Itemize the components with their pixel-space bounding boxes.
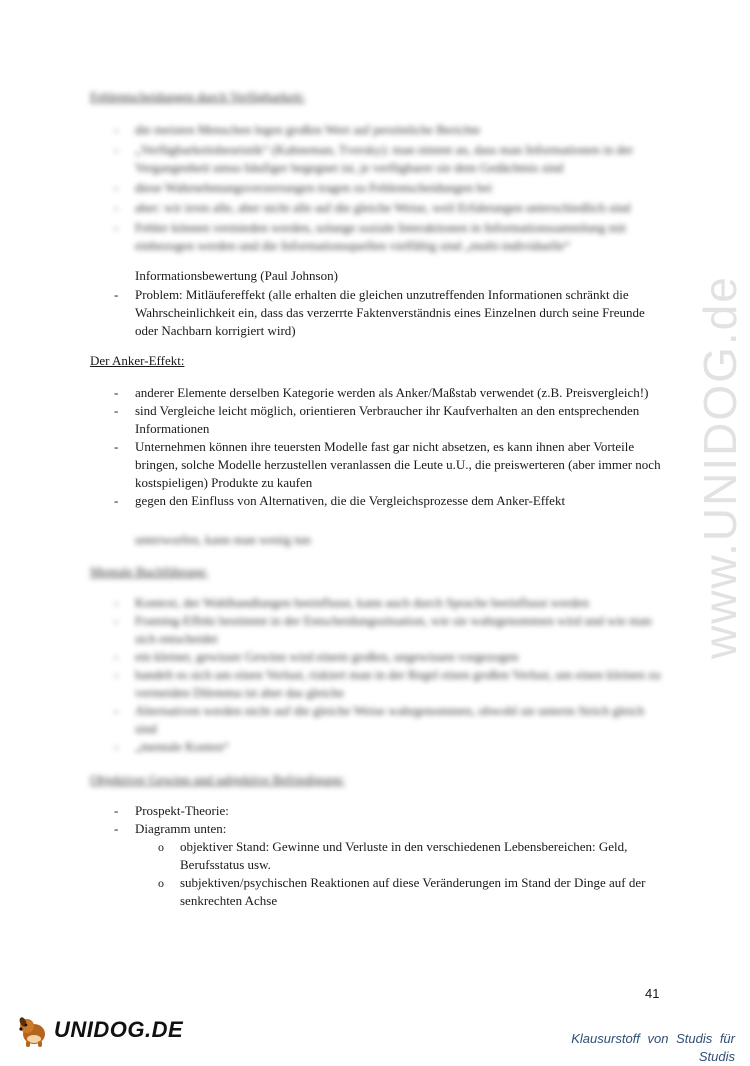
list-verfuegbarkeit-cont	[114, 286, 662, 340]
list-item-text: Diagramm unten:	[135, 821, 227, 836]
section-heading-verfuegbarkeit: Fehlentscheidungen durch Verfügbarkeit:	[90, 89, 305, 104]
section-heading-objektiver-gewinn: Objektiver Gewinn und subjektive Befriedigung:	[90, 772, 345, 787]
list-item: - Prospekt-Theorie:	[114, 802, 662, 820]
list-verfuegbarkeit	[114, 121, 662, 255]
page-number: 41	[645, 986, 660, 1001]
list-item: - sind Vergleiche leicht möglich, orientieren Verbraucher ihr Kaufverhalten an den entsprechenden Informationen	[114, 402, 662, 438]
logo-text: UNIDOG.DE	[54, 1017, 184, 1042]
list-item: - aber: wir irren alle, aber nicht alle auf die gleiche Weise, weil Erfahrungen unterschiedlich sind	[114, 199, 662, 217]
list-item: - Unternehmen können ihre teuersten Modelle fast gar nicht absetzen, es kann ihnen aber Vorteile bringen, solche Modelle herzustellen veranlassen die Leute u.U., die preiswerteren (aber immer noch kostspieligen) Produkte zu kaufen	[114, 438, 662, 492]
watermark-text: www.UNIDOG.de	[694, 275, 746, 659]
dog-icon	[14, 1012, 50, 1048]
list-item: - anderer Elemente derselben Kategorie werden als Anker/Maßstab verwendet (z.B. Preisvergleich!)	[114, 384, 662, 402]
list-item: - „Verfügbarkeitsheuristik“ (Kahneman, Tversky): man nimmt an, dass man Informationen in der Vergangenheit umso häufiger begegnet ist, je verfügbarer sie dem Gedächtnis sind	[114, 141, 662, 177]
list-item: - diese Wahrnehmungsverzerrungen tragen zu Fehlentscheidungen bei	[114, 179, 662, 197]
sublist-diagramm	[135, 838, 662, 910]
list-item: - ein kleiner, gewisser Gewinn wird einem großen, ungewissen vorgezogen	[114, 648, 662, 666]
list-item: - handelt es sich um einen Verlust, riskiert man in der Regel einen großen Verlust, um einen kleinen zu vermeiden Dilemma ist aber das gleiche	[114, 666, 662, 702]
section-heading-mentale-buchfuehrung: Mentale Buchführung:	[90, 564, 209, 579]
sublist-item: o subjektiven/psychischen Reaktionen auf diese Veränderungen im Stand der Dinge auf der senkrechten Achse	[158, 874, 662, 910]
list-item	[114, 820, 662, 910]
list-item: - Problem: Mitläufereffekt (alle erhalten die gleichen unzutreffenden Informationen schränkt die Wahrscheinlichkeit ein, dass das verzerrte Faktenverständnis eines Einzelnen durch seine Freunde oder Nachbarn korrigiert wird)	[114, 286, 662, 340]
list-item-continuation: Informationsbewertung (Paul Johnson)	[135, 268, 338, 283]
list-item: - Fehler können vermieden werden, solange soziale Interaktionen in Informationssammlung mit einbezogen werden und die Informationsquellen vielfältig sind „multi-individuelle“	[114, 219, 662, 255]
footer-logo	[14, 1012, 183, 1048]
sublist-item: o objektiver Stand: Gewinne und Verluste in den verschiedenen Lebensbereichen: Geld, Berufsstatus usw.	[158, 838, 662, 874]
list-item: - Kontext, der Wahlhandlungen beeinflusst, kann auch durch Sprache beeinflusst werden	[114, 594, 662, 612]
list-mentale-buchfuehrung	[114, 594, 662, 756]
list-objektiver-gewinn	[114, 802, 662, 910]
section-heading-anker-effekt: Der Anker-Effekt:	[90, 353, 185, 368]
list-item-continuation: unterworfen, kann man wenig tun	[135, 532, 311, 547]
footer-slogan: Klausurstoff von Studis für Studis	[571, 1031, 735, 1064]
list-item: - Framing-Effekt bestimmt in der Entscheidungssituation, wie sie wahrgenommen wird und wie man sich entscheidet	[114, 612, 662, 648]
list-item: - „mentale Konten“	[114, 738, 662, 756]
list-anker-effekt	[114, 384, 662, 510]
list-item: - die meisten Menschen legen großen Wert auf persönliche Berichte	[114, 121, 662, 139]
list-item: - gegen den Einfluss von Alternativen, die die Vergleichsprozesse dem Anker-Effekt	[114, 492, 662, 510]
list-item: - Alternativen werden nicht auf die gleiche Weise wahrgenommen, obwohl sie unterm Strich gleich sind	[114, 702, 662, 738]
